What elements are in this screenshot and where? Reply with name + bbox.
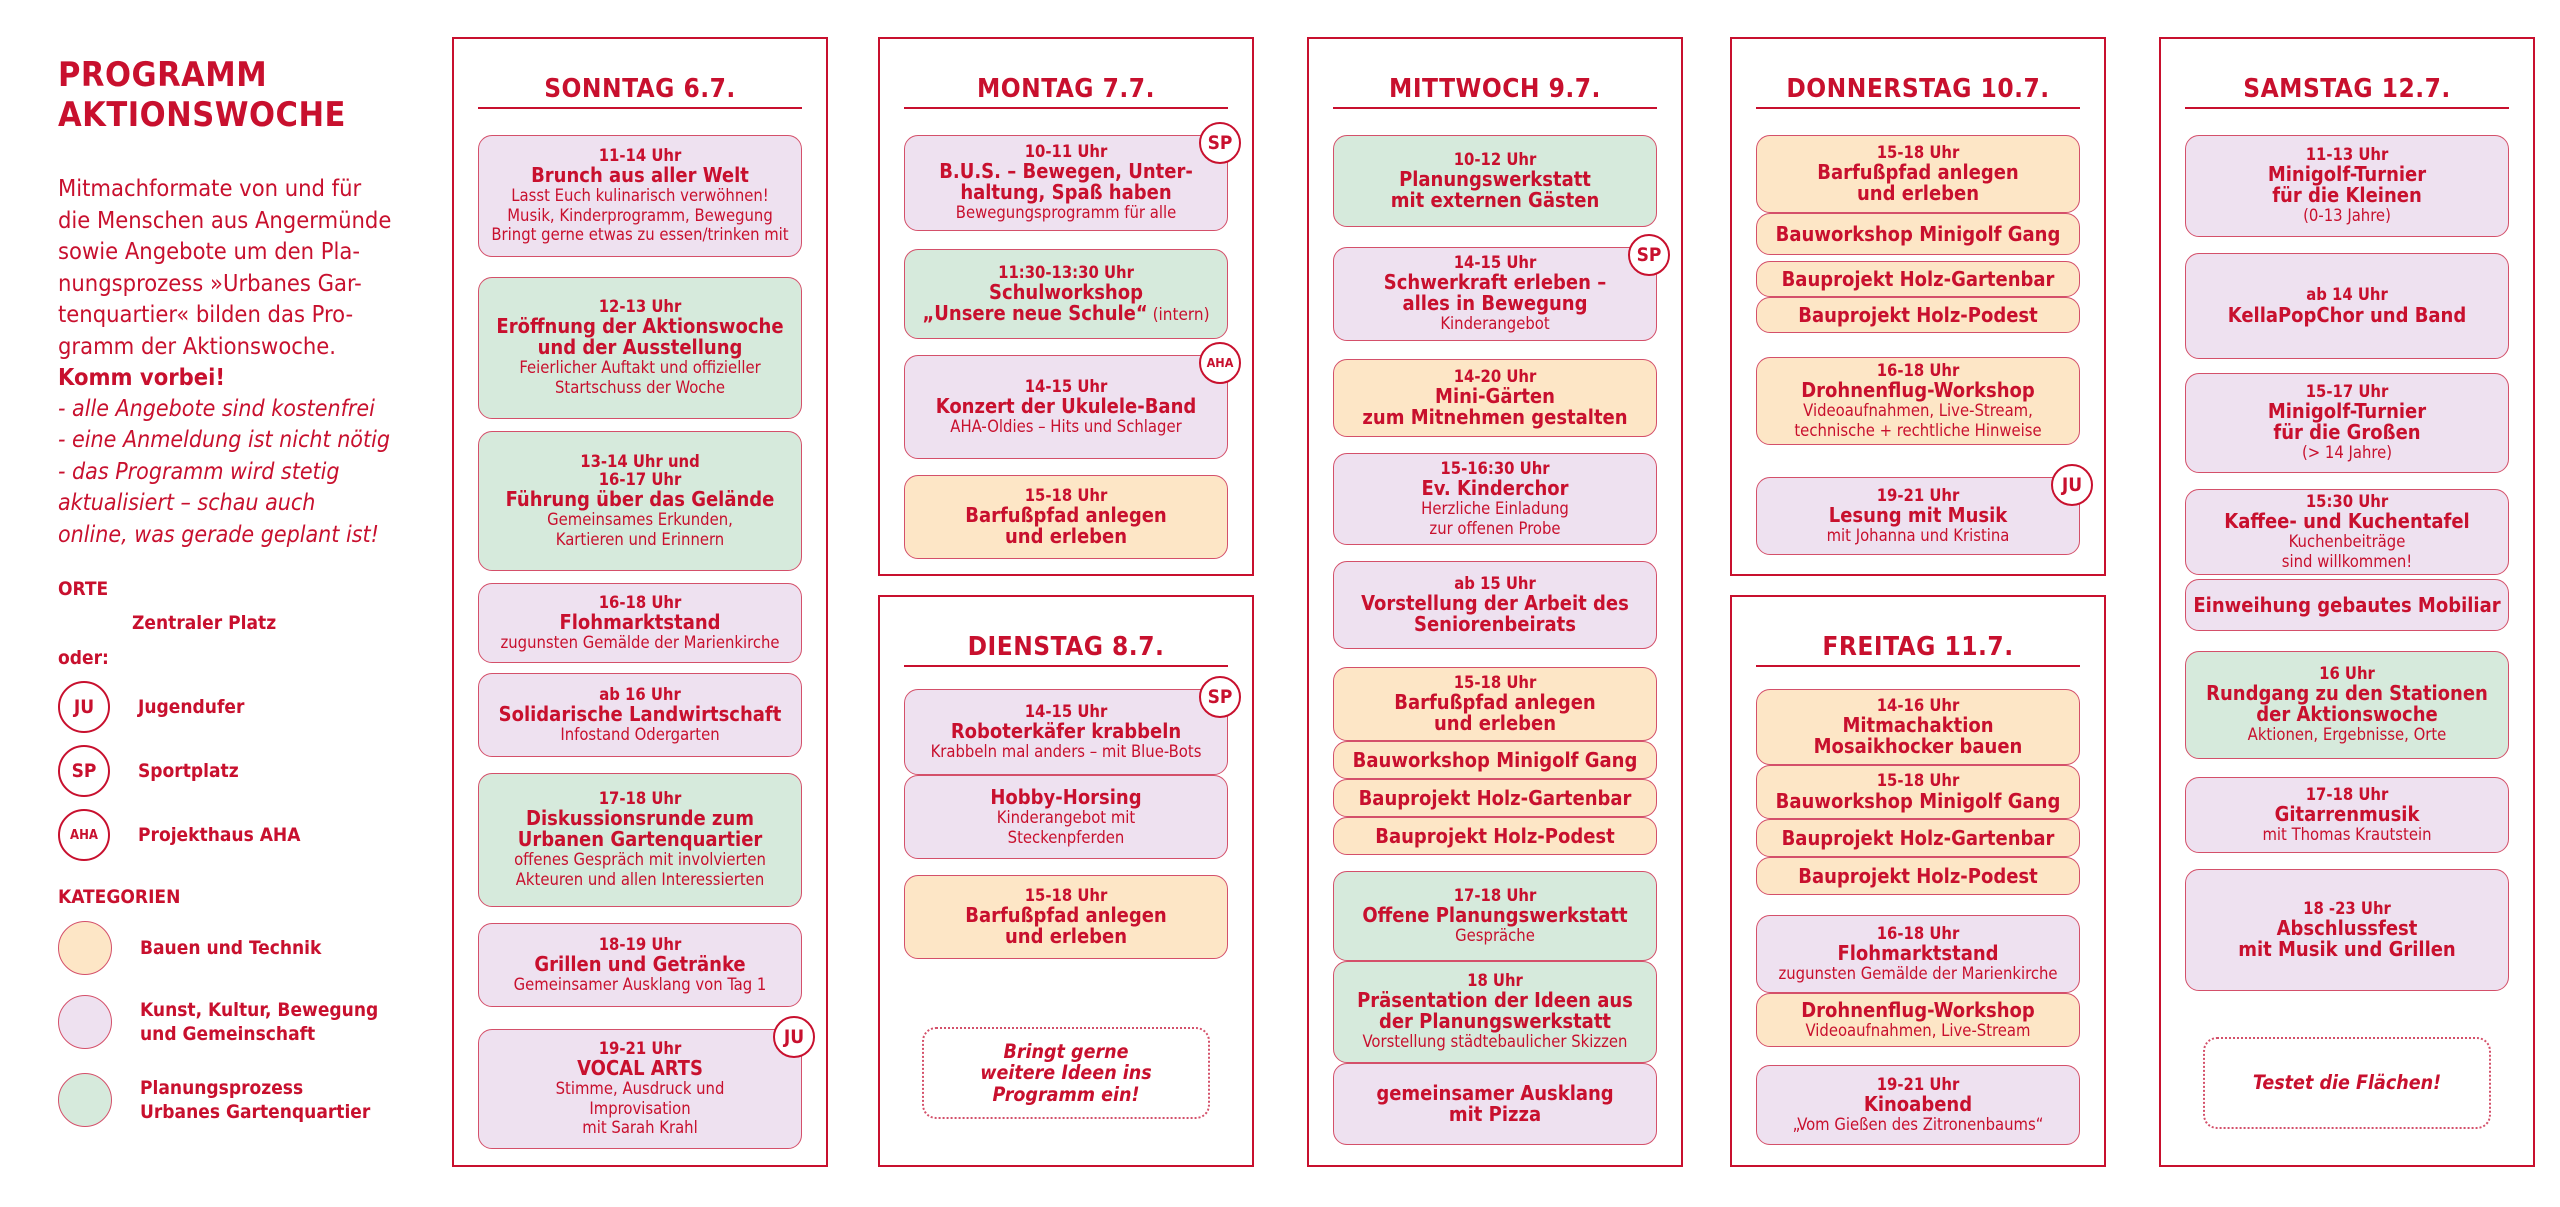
day-title: MITTWOCH 9.7. (1333, 73, 1657, 109)
event-description: Feierlicher Auftakt und offizieller Startschuss der Woche (519, 358, 761, 398)
event-title: KellaPopChor und Band (2227, 302, 2467, 327)
event-card[interactable] (1756, 357, 2080, 445)
event-card[interactable] (904, 875, 1228, 959)
event-card[interactable] (1756, 915, 2080, 993)
event-title: Offene Planungswerkstatt (1362, 902, 1628, 927)
event-title: Hobby-Horsing (990, 784, 1142, 809)
orte-or-label: oder: (58, 647, 109, 669)
event-time: 16-18 Uhr (1876, 360, 1960, 380)
event-title: Führung über das Gelände (505, 486, 775, 511)
event-title: Gitarrenmusik (2274, 801, 2420, 826)
test-text: Testet die Flächen! (2252, 1071, 2442, 1095)
event-card[interactable] (2185, 135, 2509, 237)
location-projekthaus-aha (58, 809, 418, 861)
event-title: Bauworkshop Minigolf Gang (1352, 747, 1638, 772)
event-description: Kinderangebot (1440, 314, 1550, 334)
location-badge-icon: AHA (1199, 342, 1241, 384)
event-time: ab 16 Uhr (599, 684, 681, 704)
event-time: 11:30-13:30 Uhr (998, 262, 1134, 282)
event-time: 16-18 Uhr (598, 592, 682, 612)
event-card[interactable] (1756, 993, 2080, 1047)
event-time: 19-21 Uhr (598, 1038, 682, 1058)
event-card[interactable] (904, 775, 1228, 859)
event-card[interactable] (478, 277, 802, 419)
event-time: 16 Uhr (2319, 664, 2375, 684)
event-title: Roboterkäfer krabbeln (950, 718, 1182, 743)
event-time: 13-14 Uhr und 16-17 Uhr (580, 451, 700, 489)
event-title: Kinoabend (1863, 1091, 1973, 1116)
event-description: Gemeinsamer Ausklang von Tag 1 (513, 974, 767, 994)
event-card[interactable] (2185, 869, 2509, 991)
event-card[interactable] (1333, 453, 1657, 545)
location-badge-icon: SP (1199, 676, 1241, 718)
location-label: Projekthaus AHA (138, 824, 301, 846)
location-label: Sportplatz (138, 760, 239, 782)
event-title: Eröffnung der Aktionswoche und der Ausstellung (496, 314, 784, 360)
category-label: Planungsprozess Urbanes Gartenquartier (140, 1077, 371, 1123)
event-time: 15:30 Uhr (2305, 491, 2389, 511)
event-description: Videoaufnahmen, Live-Stream (1805, 1020, 2031, 1040)
location-jugendufer (58, 681, 418, 733)
event-time: 18-19 Uhr (598, 934, 682, 954)
event-description: (> 14 Jahre) (2301, 443, 2393, 463)
event-card[interactable] (478, 431, 802, 571)
event-title: Bauworkshop Minigolf Gang (1775, 221, 2061, 246)
event-time: 18 Uhr (1467, 971, 1523, 991)
event-time: 15-18 Uhr (1024, 485, 1108, 505)
event-title: Bauprojekt Holz-Gartenbar (1781, 266, 2055, 291)
event-title: Präsentation der Ideen aus der Planungswerkstatt (1357, 988, 1633, 1034)
day-column-sonntag (452, 37, 828, 1167)
location-sportplatz (58, 745, 418, 797)
event-title: Lesung mit Musik (1828, 502, 2008, 527)
location-badge-icon: JU (58, 681, 110, 733)
event-card[interactable] (2185, 373, 2509, 473)
event-description: Lasst Euch kulinarisch verwöhnen! Musik, Kinderprogramm, Bewegung Bringt gerne etwas zu essen/trinken mit (491, 185, 789, 245)
event-title: Planungswerkstatt mit externen Gästen (1390, 167, 1600, 213)
category-bauen-technik (58, 921, 418, 975)
event-time: 15-18 Uhr (1876, 771, 1960, 791)
category-swatch-icon (58, 1073, 112, 1127)
event-time: 11-14 Uhr (598, 145, 682, 165)
event-card[interactable] (2185, 651, 2509, 759)
event-card[interactable] (1333, 961, 1657, 1063)
event-title: Solidarische Landwirtschaft (498, 701, 782, 726)
event-description: Videoaufnahmen, Live-Stream, technische + rechtliche Hinweise (1794, 400, 2042, 440)
event-title: Drohnenflug-Workshop (1801, 377, 2035, 402)
event-description: Gemeinsames Erkunden, Kartieren und Erinnern (547, 509, 733, 549)
event-time: 17-18 Uhr (2305, 784, 2389, 804)
event-time: 10-12 Uhr (1453, 149, 1537, 169)
event-description: Gespräche (1455, 925, 1535, 945)
event-description: „Vom Gießen des Zitronenbaums“ (1792, 1114, 2044, 1134)
event-description: mit Johanna und Kristina (1826, 525, 2010, 545)
event-card[interactable] (1333, 817, 1657, 855)
day-column-montag (878, 37, 1254, 576)
categories-heading: KATEGORIEN (58, 886, 181, 908)
event-description: AHA-Oldies – Hits und Schlager (950, 416, 1182, 436)
event-title: Ev. Kinderchor (1421, 475, 1569, 500)
event-description: (0-13 Jahre) (2303, 206, 2391, 226)
day-title: MONTAG 7.7. (904, 73, 1228, 109)
location-label: Jugendufer (138, 696, 245, 718)
event-card[interactable] (478, 135, 802, 257)
day-column-donnerstag (1730, 37, 2106, 576)
event-description: zugunsten Gemälde der Marienkirche (500, 632, 780, 652)
event-card[interactable] (1756, 297, 2080, 333)
event-card[interactable] (478, 773, 802, 907)
day-title: SONNTAG 6.7. (478, 73, 802, 109)
event-card[interactable] (478, 673, 802, 757)
event-title: Konzert der Ukulele-Band (935, 393, 1197, 418)
category-swatch-icon (58, 921, 112, 975)
event-title: B.U.S. – Bewegen, Unter- haltung, Spaß haben (939, 159, 1193, 205)
event-time: 14-20 Uhr (1453, 366, 1537, 386)
event-card[interactable] (1756, 857, 2080, 895)
ideas-callout (922, 1027, 1210, 1119)
event-title: Schwerkraft erleben – alles in Bewegung (1383, 270, 1607, 316)
event-description: Kinderangebot mit Steckenpferden (996, 807, 1136, 847)
event-time: 11-13 Uhr (2305, 145, 2389, 165)
event-card[interactable] (1756, 1065, 2080, 1145)
event-card[interactable] (1333, 871, 1657, 961)
intro-notes: - alle Angebote sind kostenfrei - eine Anmeldung ist nicht nötig - das Programm wird stetig aktualisiert – schau auch online, was gerade geplant ist! (58, 395, 390, 548)
category-kunst-kultur (58, 995, 418, 1049)
event-title: Brunch aus aller Welt (531, 162, 749, 187)
event-title: Flohmarktstand (559, 609, 721, 634)
event-title: Einweihung gebautes Mobiliar (2193, 592, 2501, 617)
event-time: 19-21 Uhr (1876, 1074, 1960, 1094)
event-title: Minigolf-Turnier für die Großen (2267, 399, 2427, 445)
event-card[interactable] (1333, 243, 1662, 341)
event-time: ab 15 Uhr (1454, 573, 1536, 593)
day-column-dienstag (878, 595, 1254, 1167)
event-title: Bauprojekt Holz-Gartenbar (1358, 785, 1632, 810)
event-time: 14-15 Uhr (1453, 253, 1537, 273)
event-time: ab 14 Uhr (2306, 285, 2388, 305)
event-card[interactable] (904, 355, 1234, 459)
day-column-mittwoch (1307, 37, 1683, 1167)
event-title: Mitmachaktion Mosaikhocker bauen (1813, 713, 2023, 759)
event-title: Kaffee- und Kuchentafel (2224, 508, 2470, 533)
event-title: VOCAL ARTS (577, 1055, 703, 1080)
event-time: 19-21 Uhr (1876, 485, 1960, 505)
event-title: Bauprojekt Holz-Podest (1798, 302, 2038, 327)
event-time: 14-15 Uhr (1024, 376, 1108, 396)
event-title: Abschlussfest mit Musik und Grillen (2238, 916, 2456, 962)
category-planungsprozess (58, 1073, 418, 1127)
event-card[interactable] (904, 131, 1233, 231)
event-card[interactable] (904, 685, 1233, 775)
day-title: DONNERSTAG 10.7. (1756, 73, 2080, 109)
event-description: Stimme, Ausdruck und Improvisation mit Sarah Krahl (555, 1078, 725, 1138)
event-card[interactable] (904, 475, 1228, 559)
event-card[interactable] (1756, 473, 2083, 555)
event-description: zugunsten Gemälde der Marienkirche (1778, 963, 2058, 983)
page-title: PROGRAMM AKTIONSWOCHE (58, 55, 346, 135)
event-description: Bewegungsprogramm für alle (955, 203, 1177, 223)
location-badge-icon: AHA (58, 809, 110, 861)
event-title (911, 279, 1221, 325)
event-time: 12-13 Uhr (598, 297, 682, 317)
event-description: Krabbeln mal anders – mit Blue-Bots (930, 741, 1202, 761)
event-time: 14-15 Uhr (1024, 701, 1108, 721)
day-column-samstag (2159, 37, 2535, 1167)
event-title: Bauprojekt Holz-Podest (1375, 823, 1615, 848)
event-description: offenes Gespräch mit involvierten Akteuren und allen Interessierten (514, 850, 766, 890)
event-description: mit Thomas Krautstein (2262, 824, 2432, 844)
event-card[interactable] (1756, 213, 2080, 255)
event-note: (intern) (1147, 304, 1210, 325)
event-title-text: Schulworkshop „Unsere neue Schule“ (922, 279, 1148, 325)
category-label: Kunst, Kultur, Bewegung und Gemeinschaft (140, 999, 379, 1045)
orte-central-place: Zentraler Platz (132, 612, 277, 634)
event-title: Rundgang zu den Stationen der Aktionswoche (2206, 681, 2488, 727)
event-description: Herzliche Einladung zur offenen Probe (1421, 498, 1569, 538)
event-title: Drohnenflug-Workshop (1801, 997, 2035, 1022)
event-title: Vorstellung der Arbeit des Seniorenbeirats (1361, 591, 1629, 637)
day-title: FREITAG 11.7. (1756, 631, 2080, 667)
event-time: 16-18 Uhr (1876, 923, 1960, 943)
event-card[interactable] (1756, 689, 2080, 765)
event-card[interactable] (1756, 765, 2080, 819)
event-card[interactable] (1333, 1063, 1657, 1145)
event-card[interactable] (2185, 579, 2509, 631)
event-title: Bauworkshop Minigolf Gang (1775, 788, 2061, 813)
event-card[interactable] (1333, 667, 1657, 741)
location-badge-icon: SP (1628, 234, 1670, 276)
intro-call-to-action: Komm vorbei! (58, 363, 226, 391)
event-card[interactable] (1333, 561, 1657, 649)
event-card[interactable] (2185, 777, 2509, 853)
category-swatch-icon (58, 995, 112, 1049)
event-time: 15-18 Uhr (1024, 885, 1108, 905)
event-card[interactable] (478, 923, 802, 1007)
event-card[interactable] (1333, 359, 1657, 437)
event-time: 18 -23 Uhr (2303, 898, 2391, 918)
event-title: Grillen und Getränke (534, 951, 746, 976)
event-time: 14-16 Uhr (1876, 695, 1960, 715)
event-time: 15-16:30 Uhr (1440, 458, 1550, 478)
event-title: Flohmarktstand (1837, 940, 1999, 965)
event-time: 10-11 Uhr (1024, 142, 1108, 162)
event-title: Barfußpfad anlegen und erleben (965, 903, 1167, 949)
event-description: Vorstellung städtebaulicher Skizzen (1362, 1032, 1628, 1052)
event-title: Barfußpfad anlegen und erleben (1394, 690, 1596, 736)
event-description: Infostand Odergarten (560, 724, 720, 744)
legend-sidebar (58, 55, 418, 1127)
event-card[interactable] (478, 1025, 805, 1149)
event-card[interactable] (478, 583, 802, 663)
event-card[interactable] (904, 249, 1228, 339)
event-card[interactable] (1333, 135, 1657, 227)
category-label: Bauen und Technik (140, 937, 322, 959)
event-time: 15-17 Uhr (2305, 382, 2389, 402)
event-title: Diskussionsrunde zum Urbanen Gartenquartier (517, 806, 763, 852)
event-title: Mini-Gärten zum Mitnehmen gestalten (1362, 384, 1628, 430)
event-title: Bauprojekt Holz-Gartenbar (1781, 825, 2055, 850)
event-title: Barfußpfad anlegen und erleben (1817, 160, 2019, 206)
day-title: SAMSTAG 12.7. (2185, 73, 2509, 109)
event-title: Minigolf-Turnier für die Kleinen (2267, 162, 2427, 208)
event-time: 15-18 Uhr (1453, 672, 1537, 692)
event-description: Aktionen, Ergebnisse, Orte (2247, 725, 2447, 745)
test-callout (2203, 1037, 2491, 1129)
location-badge-icon: JU (2051, 464, 2093, 506)
event-card[interactable] (2185, 253, 2509, 359)
event-title: Barfußpfad anlegen und erleben (965, 503, 1167, 549)
orte-heading: ORTE (58, 578, 109, 600)
event-card[interactable] (1756, 135, 2080, 213)
event-card[interactable] (1333, 741, 1657, 779)
location-badge-icon: JU (773, 1016, 815, 1058)
location-badge-icon: SP (58, 745, 110, 797)
event-time: 17-18 Uhr (1453, 885, 1537, 905)
event-card[interactable] (2185, 489, 2509, 575)
day-title: DIENSTAG 8.7. (904, 631, 1228, 667)
event-card[interactable] (1756, 261, 2080, 297)
event-time: 15-18 Uhr (1876, 142, 1960, 162)
event-title: gemeinsamer Ausklang mit Pizza (1376, 1081, 1614, 1126)
ideas-text: Bringt gerne weitere Ideen ins Programm ein! (980, 1039, 1152, 1106)
event-card[interactable] (1333, 779, 1657, 817)
location-badge-icon: SP (1199, 122, 1241, 164)
event-description: Kuchenbeiträge sind willkommen! (2281, 531, 2413, 571)
day-column-freitag (1730, 595, 2106, 1167)
event-title: Bauprojekt Holz-Podest (1798, 863, 2038, 888)
event-time: 17-18 Uhr (598, 789, 682, 809)
intro-text: Mitmachformate von und für die Menschen aus Angermünde sowie Angebote um den Pla- nungsprozess »Urbanes Gar- tenquartier« bilden das Pro- gramm der Aktionswoche. (58, 174, 392, 360)
event-card[interactable] (1756, 819, 2080, 857)
